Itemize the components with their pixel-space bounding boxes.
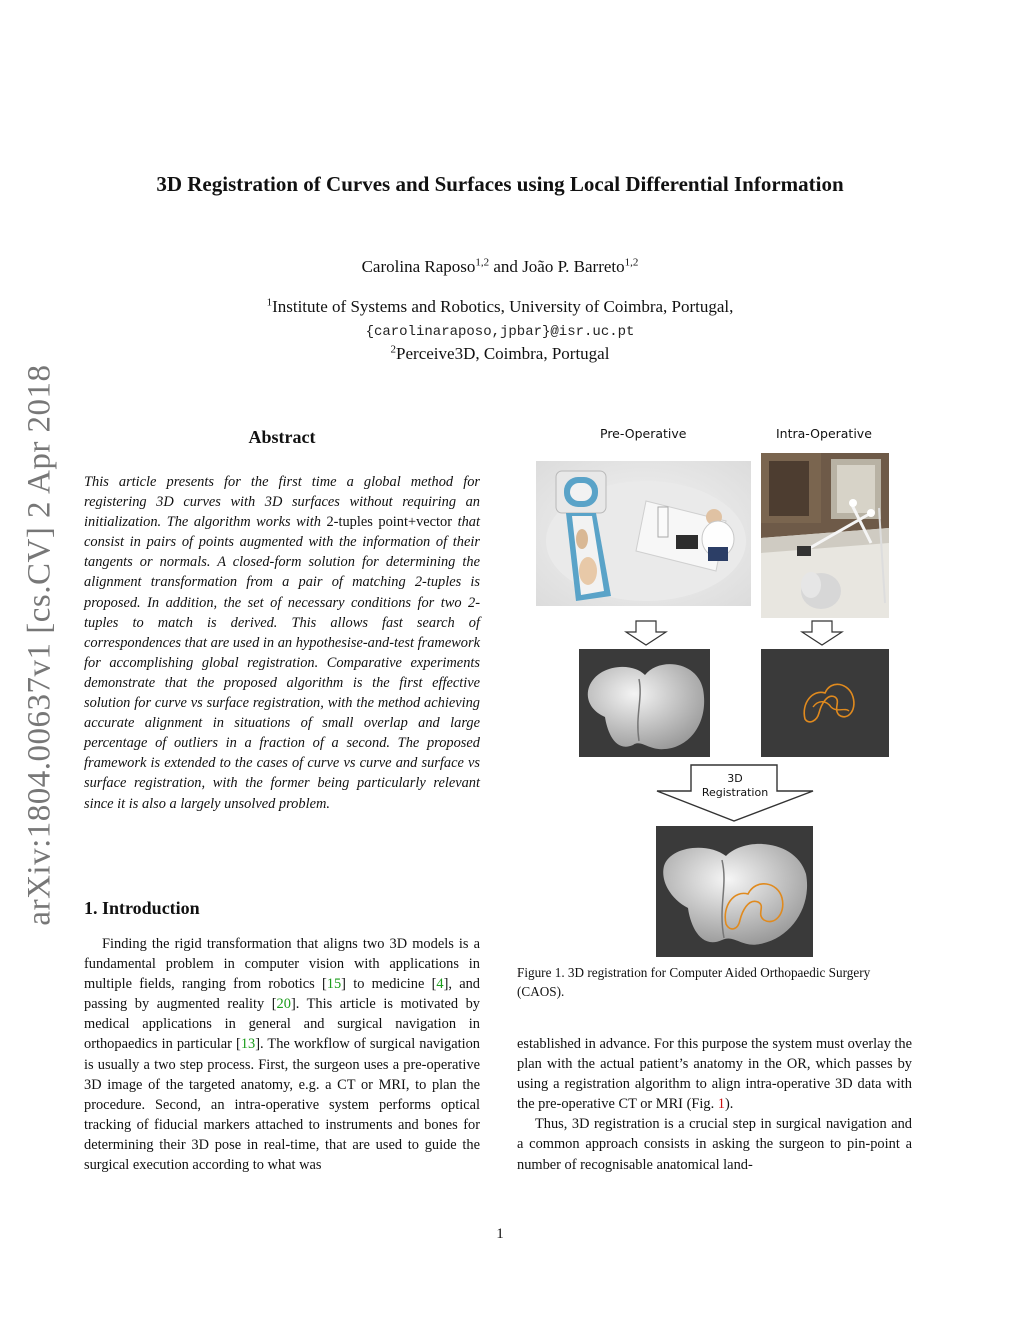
author-2: João P. Barreto (522, 257, 625, 276)
bone-surface-icon (579, 649, 710, 757)
registration-label-line1: 3D (727, 772, 743, 785)
paragraph (517, 1034, 912, 1114)
registration-label-line2: Registration (701, 786, 769, 799)
down-arrow-icon (624, 620, 668, 646)
label-intra-operative: Intra-Operative (776, 426, 872, 441)
abstract-text-1: This article presents for the first time a global method for registering 3D curves with 3D surfaces without requiring an initialization. The algorithm works with (84, 474, 480, 531)
citation-link[interactable]: 13 (240, 1036, 256, 1053)
paragraph-text: ). (724, 1096, 734, 1113)
author-1: Carolina Raposo (361, 257, 476, 276)
right-column-body (517, 1034, 912, 1175)
paper-title: 3D Registration of Curves and Surfaces using Local Differential Information (156, 172, 844, 196)
intro-text: ] to medicine [ (341, 976, 437, 993)
page-number: 1 (496, 1226, 504, 1242)
figure-caption: Figure 1. 3D registration for Computer Aided Orthopaedic Surgery (CAOS). (517, 965, 871, 999)
intro-text: ]. The workflow of surgical navigation is usually a two step process. First, the surgeon uses a pre-operative 3D image of the targeted anatomy, e.g. a CT or MRI, to plan the procedure. Second, an intra-operative system performs optical tracking of fiducial markers attached to instruments and bones for determining their 3D pose in real-time, that are used to guide the surgical execution according to what was (84, 1036, 480, 1174)
affiliation-1 (100, 297, 900, 317)
figure-1 (517, 420, 917, 965)
curve-icon (761, 649, 889, 757)
abstract-upright-term: 2-tuples point+vector (326, 514, 453, 531)
down-arrow-icon (800, 620, 844, 646)
affiliation-2 (100, 344, 900, 364)
affiliation-2-mark: 2 (390, 343, 397, 356)
author-emails: {carolinaraposo,jpbar}@isr.uc.pt (365, 324, 635, 340)
intro-text: ], and passing by augmented reality [ (84, 976, 480, 1013)
author-2-affil: 1,2 (624, 256, 639, 269)
author-conjunction: and (489, 257, 523, 276)
figure-ref-link[interactable]: 1 (717, 1096, 725, 1113)
citation-link[interactable]: 4 (436, 976, 444, 993)
intra-operative-photo (761, 453, 889, 618)
label-pre-operative: Pre-Operative (600, 426, 687, 441)
abstract-body (84, 472, 480, 814)
abstract-heading: Abstract (248, 427, 316, 447)
authors (100, 257, 900, 277)
registered-result-model (656, 826, 813, 957)
citation-link[interactable]: 20 (276, 996, 291, 1013)
citation-link[interactable]: 15 (326, 976, 342, 993)
section-heading-introduction: 1. Introduction (84, 898, 200, 918)
registered-bone-curve-icon (656, 826, 813, 957)
affiliation-1-mark: 1 (266, 296, 273, 309)
arxiv-sidebar-id (18, 360, 62, 930)
arxiv-id-text: arXiv:1804.00637v1 [cs.CV] 2 Apr 2018 (21, 364, 58, 926)
affiliation-2-text: Perceive3D, Coimbra, Portugal (396, 344, 610, 363)
abstract-text-2: that consist in pairs of points augmented with the information of their tangents or normals. A closed-form solution for determining the alignment transformation from a pair of matching 2-tuples is proposed. In addition, the set of necessary conditions for two 2-tuples to match is derived. This allows fast search of correspondences that are used in an hypothesise-and-test framework for accomplishing global registration. Comparative experiments demonstrate that the proposed algorithm is the first effective solution for curve vs surface registration, with the method achieving accurate alignment in situations of small overlap and large percentage of outliers in a fraction of a second. The proposed framework is extended to the cases of curve vs curve and surface vs surface registration, with the former being particularly relevant since it is also a largely unsolved problem. (84, 514, 480, 812)
paragraph-text: established in advance. For this purpose the system must overlay the plan with the actual patient’s anatomy in the OR, which passes by using a registration algorithm to align intra-operative 3D data with the pre-operative CT or MRI (Fig. (517, 1036, 912, 1113)
intro-text: Finding the rigid transformation that aligns two 3D models is a fundamental problem in computer vision with applications in multiple fields, ranging from robotics [ (84, 936, 480, 993)
pre-operative-bone-model (579, 649, 710, 757)
introduction-body (84, 934, 480, 1175)
affiliation-1-text: Institute of Systems and Robotics, University of Coimbra, Portugal, (272, 297, 734, 316)
paragraph: Thus, 3D registration is a crucial step in surgical navigation and a common approach consists in asking the surgeon to pin-point a number of recognisable anatomical land- (517, 1116, 912, 1173)
intro-text: ]. This article is motivated by medical applications in general and surgical navigation in orthopaedics in particular [ (84, 996, 480, 1053)
author-1-affil: 1,2 (475, 256, 490, 269)
intra-operative-curve (761, 649, 889, 757)
pre-operative-photo (536, 461, 751, 606)
